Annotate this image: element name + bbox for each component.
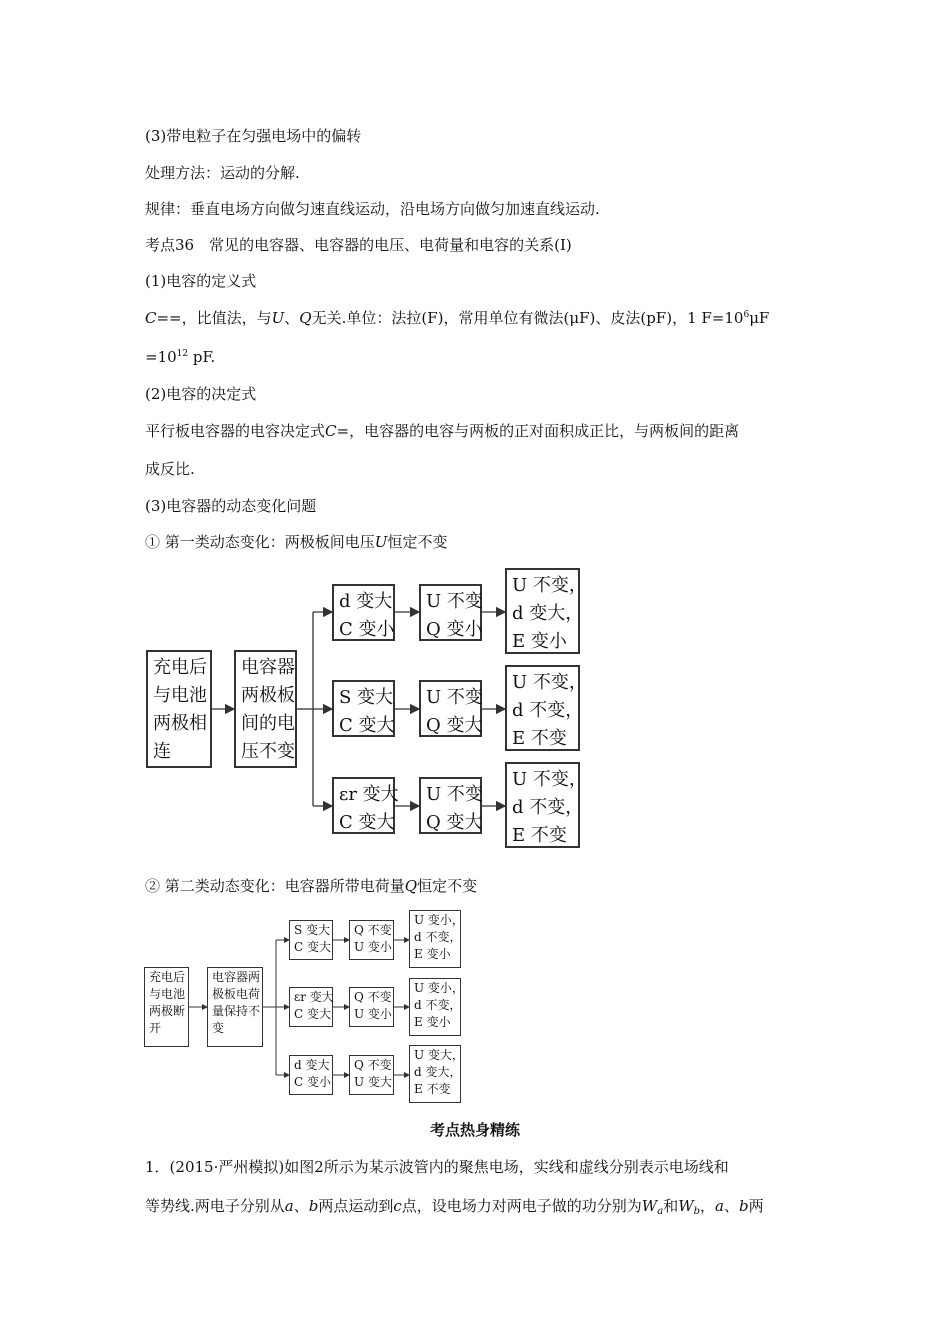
d2-row2-effect: Q 不变 U 变小 [349,987,394,1027]
rule-text: 规律：垂直电场方向做匀速直线运动，沿电场方向做匀加速直线运动. [145,200,600,218]
d2-row1-result: U 变小， d 不变， E 变小 [409,910,461,968]
decide-line-2: 成反比. [145,460,195,478]
definition-line-2: $=10^{12}$ pF. [145,348,216,366]
d1-row1-effect: U 不变 Q 变小 [419,584,482,641]
definition-line-1: C==，比值法，与U、Q无关.单位：法拉(F)，常用单位有微法(μF)、皮法(pF)，1 $F=10^6\mu F$ [145,309,770,327]
d1-start-box: 充电后 与电池 两极相 连 [146,650,212,768]
decide-line-1: 平行板电容器的电容决定式C=，电容器的电容与两板的正对面积成正比，与两板间的距离 [145,422,740,440]
d2-row1-effect: Q 不变 U 变小 [349,920,394,960]
d2-row3-effect: Q 不变 U 变大 [349,1055,394,1095]
definition-title: (1)电容的定义式 [145,272,257,290]
question1-line-2: 等势线.两电子分别从a、b两点运动到c点，设电场力对两电子做的功分别为$W_a$和$W_b$，a、b两 [145,1197,764,1217]
method-text: 处理方法：运动的分解. [145,164,300,182]
d2-row2-result: U 变小， d 不变， E 变小 [409,978,461,1036]
d1-row2-effect: U 不变 Q 变大 [419,680,482,737]
d1-row1-cause: d 变大 C 变小 [332,584,395,641]
d2-row3-cause: d 变大 C 变小 [289,1055,333,1095]
d1-row3-result: U 不变， d 不变， E 不变 [505,762,580,848]
d1-middle-box: 电容器 两极板 间的电 压不变 [234,650,297,768]
d2-start-box: 充电后 与电池 两极断 开 [144,967,189,1047]
kaodian-title: 考点36 常见的电容器、电容器的电压、电荷量和电容的关系(Ⅰ) [145,236,572,254]
dynamic-title: (3)电容器的动态变化问题 [145,497,317,515]
type1-title: ① 第一类动态变化：两极板间电压U恒定不变 [145,533,448,551]
question1-line-1: 1．(2015·严州模拟)如图2所示为某示波管内的聚焦电场，实线和虚线分别表示电场线和 [145,1158,729,1176]
type2-title: ② 第二类动态变化：电容器所带电荷量Q恒定不变 [145,877,478,895]
d2-row3-result: U 变大， d 变大， E 不变 [409,1045,461,1103]
d1-row2-cause: S 变大 C 变大 [332,680,395,737]
decide-title: (2)电容的决定式 [145,385,257,403]
d1-row3-effect: U 不变 Q 变大 [419,777,482,834]
d2-middle-box: 电容器两 极板电荷 量保持不 变 [207,967,263,1047]
d2-row1-cause: S 变大 C 变大 [289,920,333,960]
d1-row1-result: U 不变， d 变大， E 变小 [505,568,580,654]
d1-row3-cause: εr 变大 C 变大 [332,777,395,834]
section3-title: (3)带电粒子在匀强电场中的偏转 [145,127,362,145]
practice-heading: 考点热身精练 [429,1121,520,1139]
d2-row2-cause: εr 变大 C 变大 [289,987,333,1027]
d1-row2-result: U 不变， d 不变， E 不变 [505,665,580,751]
